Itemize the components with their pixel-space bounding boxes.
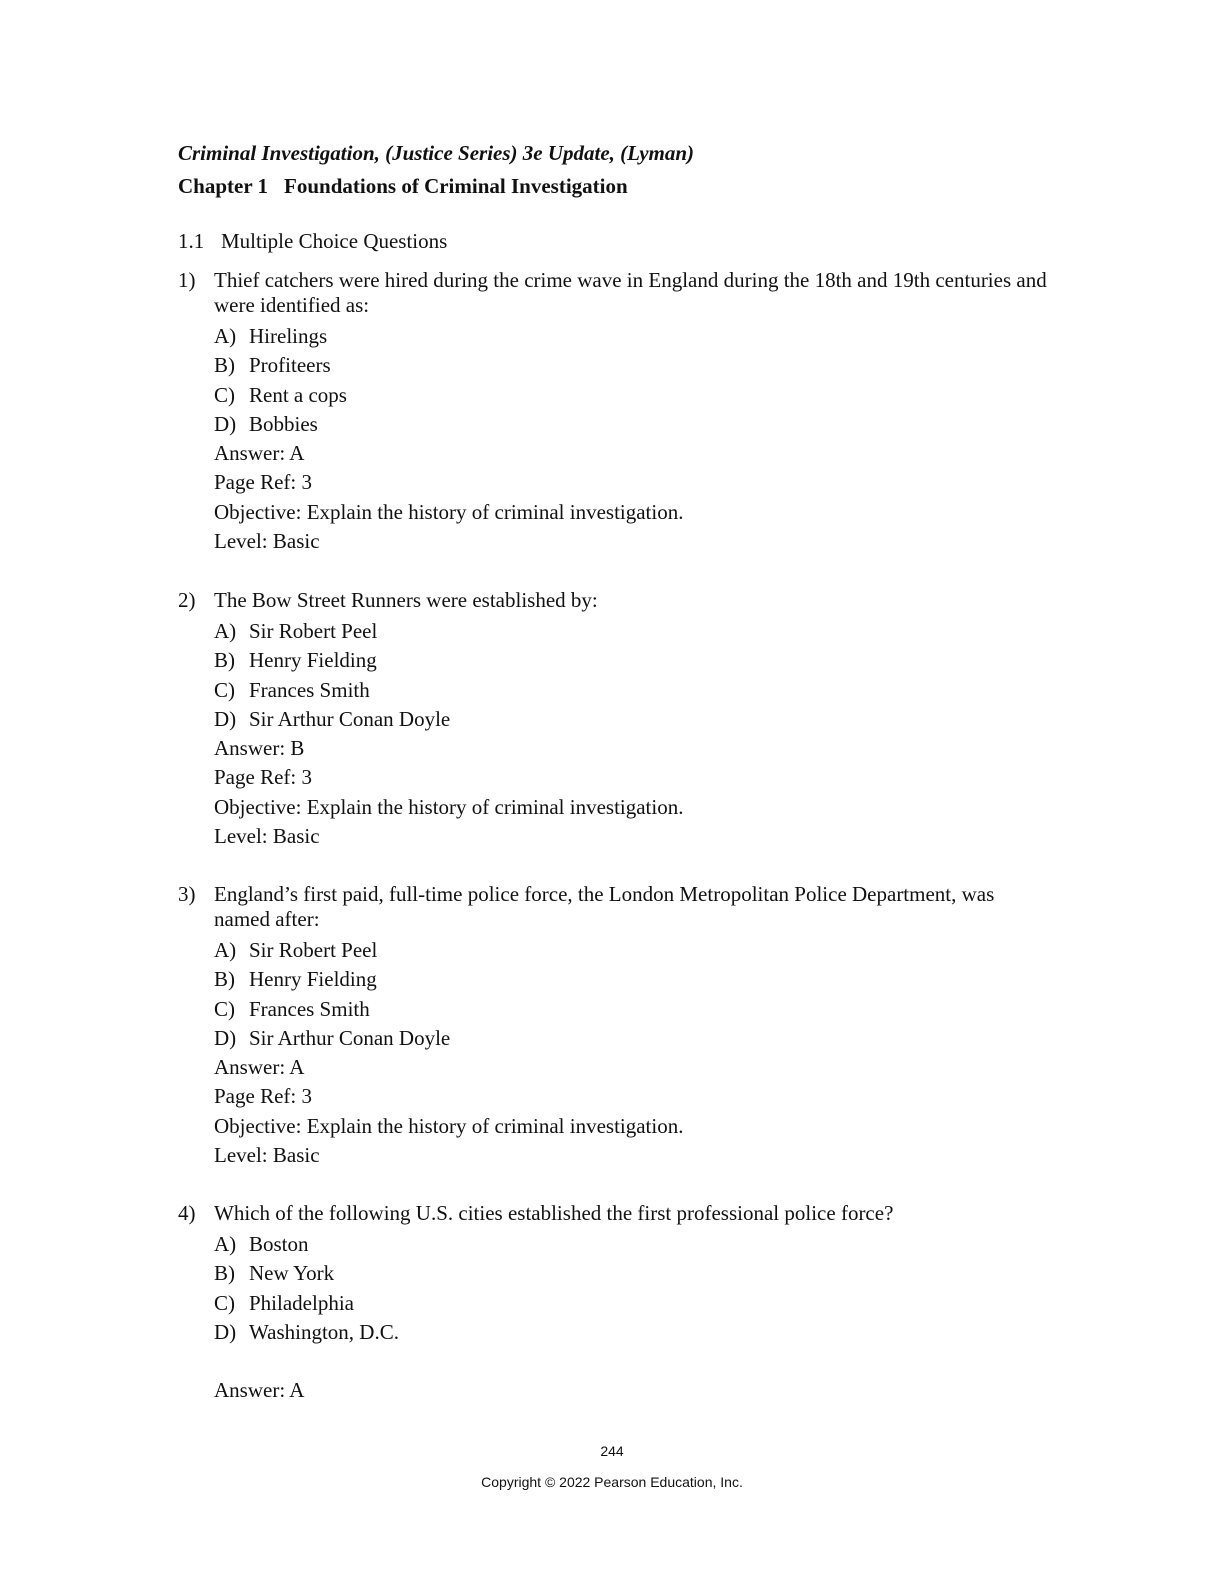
option-text: Sir Arthur Conan Doyle xyxy=(249,706,451,731)
option-text: Henry Fielding xyxy=(249,648,377,673)
option-letter: B) xyxy=(214,353,235,378)
option-text: Frances Smith xyxy=(249,677,370,702)
answer: Answer: A xyxy=(214,1378,305,1403)
option-b xyxy=(178,646,1048,675)
option-c xyxy=(178,381,1048,410)
section-number: 1.1 xyxy=(178,229,205,253)
option-text: Washington, D.C. xyxy=(249,1319,399,1344)
option-text: Boston xyxy=(249,1232,309,1256)
question-stem xyxy=(178,268,1048,318)
question-3 xyxy=(178,882,1048,1170)
section-name: Multiple Choice Questions xyxy=(221,229,448,253)
option-text: Hirelings xyxy=(249,324,328,348)
option-c xyxy=(178,1289,1048,1318)
objective: Objective: Explain the history of criminal investigation. xyxy=(214,1113,684,1138)
option-b xyxy=(178,351,1048,380)
option-letter: C) xyxy=(214,677,235,702)
option-letter: A) xyxy=(214,1232,237,1256)
option-d xyxy=(178,410,1048,439)
section-title xyxy=(178,229,447,254)
option-b xyxy=(178,965,1048,994)
chapter-name: Foundations of Criminal Investigation xyxy=(284,174,628,198)
copyright-notice: Copyright © 2022 Pearson Education, Inc. xyxy=(481,1474,743,1490)
option-text: Henry Fielding xyxy=(249,967,377,992)
option-text: Rent a cops xyxy=(249,382,347,407)
page-number: 244 xyxy=(600,1443,624,1459)
option-letter: A) xyxy=(214,938,237,962)
option-c xyxy=(178,676,1048,705)
chapter-title xyxy=(178,174,628,199)
option-a xyxy=(178,1230,1048,1259)
level: Level: Basic xyxy=(214,1143,320,1168)
question-1 xyxy=(178,268,1048,556)
option-text: Bobbies xyxy=(249,411,318,436)
option-text: Profiteers xyxy=(249,353,331,378)
option-d xyxy=(178,705,1048,734)
option-d xyxy=(178,1024,1048,1053)
question-4 xyxy=(178,1201,1048,1405)
option-letter: D) xyxy=(214,1319,237,1344)
option-letter: D) xyxy=(214,411,237,436)
option-a xyxy=(178,617,1048,646)
option-letter: B) xyxy=(214,967,235,992)
page-ref: Page Ref: 3 xyxy=(214,765,312,790)
option-text: New York xyxy=(249,1261,335,1286)
question-stem xyxy=(178,882,1048,932)
page-ref: Page Ref: 3 xyxy=(214,1084,312,1109)
level: Level: Basic xyxy=(214,529,320,554)
question-text: Which of the following U.S. cities established the first professional police force? xyxy=(214,1201,894,1225)
option-letter: B) xyxy=(214,1261,235,1286)
option-letter: A) xyxy=(214,619,237,643)
question-text: Thief catchers were hired during the crime wave in England during the 18th and 19th centuries and were identified as: xyxy=(214,268,1047,317)
option-a xyxy=(178,322,1048,351)
question-stem xyxy=(178,1201,1048,1226)
book-title: Criminal Investigation, (Justice Series) 3e Update, (Lyman) xyxy=(178,141,695,165)
question-stem xyxy=(178,588,1048,613)
question-number: 4) xyxy=(178,1201,196,1225)
option-letter: C) xyxy=(214,1290,235,1315)
option-b xyxy=(178,1259,1048,1288)
objective: Objective: Explain the history of criminal investigation. xyxy=(214,499,684,524)
question-number: 3) xyxy=(178,882,196,906)
question-text: The Bow Street Runners were established by: xyxy=(214,588,598,612)
question-text: England’s first paid, full-time police force, the London Metropolitan Police Department, was named after: xyxy=(214,882,995,931)
level: Level: Basic xyxy=(214,824,320,849)
option-text: Philadelphia xyxy=(249,1290,354,1315)
answer: Answer: A xyxy=(214,1055,305,1080)
option-c xyxy=(178,995,1048,1024)
answer: Answer: A xyxy=(214,441,305,466)
chapter-number: Chapter 1 xyxy=(178,174,269,198)
question-number: 1) xyxy=(178,268,196,292)
option-text: Frances Smith xyxy=(249,996,370,1021)
option-letter: D) xyxy=(214,1025,237,1050)
question-2 xyxy=(178,588,1048,851)
option-text: Sir Robert Peel xyxy=(249,938,378,962)
question-number: 2) xyxy=(178,588,196,612)
option-letter: B) xyxy=(214,648,235,673)
option-a xyxy=(178,936,1048,965)
page-ref: Page Ref: 3 xyxy=(214,470,312,495)
option-letter: C) xyxy=(214,996,235,1021)
option-text: Sir Robert Peel xyxy=(249,619,378,643)
answer: Answer: B xyxy=(214,736,305,761)
option-letter: D) xyxy=(214,706,237,731)
option-d xyxy=(178,1318,1048,1347)
option-letter: C) xyxy=(214,382,235,407)
option-letter: A) xyxy=(214,324,237,348)
objective: Objective: Explain the history of criminal investigation. xyxy=(214,794,684,819)
option-text: Sir Arthur Conan Doyle xyxy=(249,1025,451,1050)
